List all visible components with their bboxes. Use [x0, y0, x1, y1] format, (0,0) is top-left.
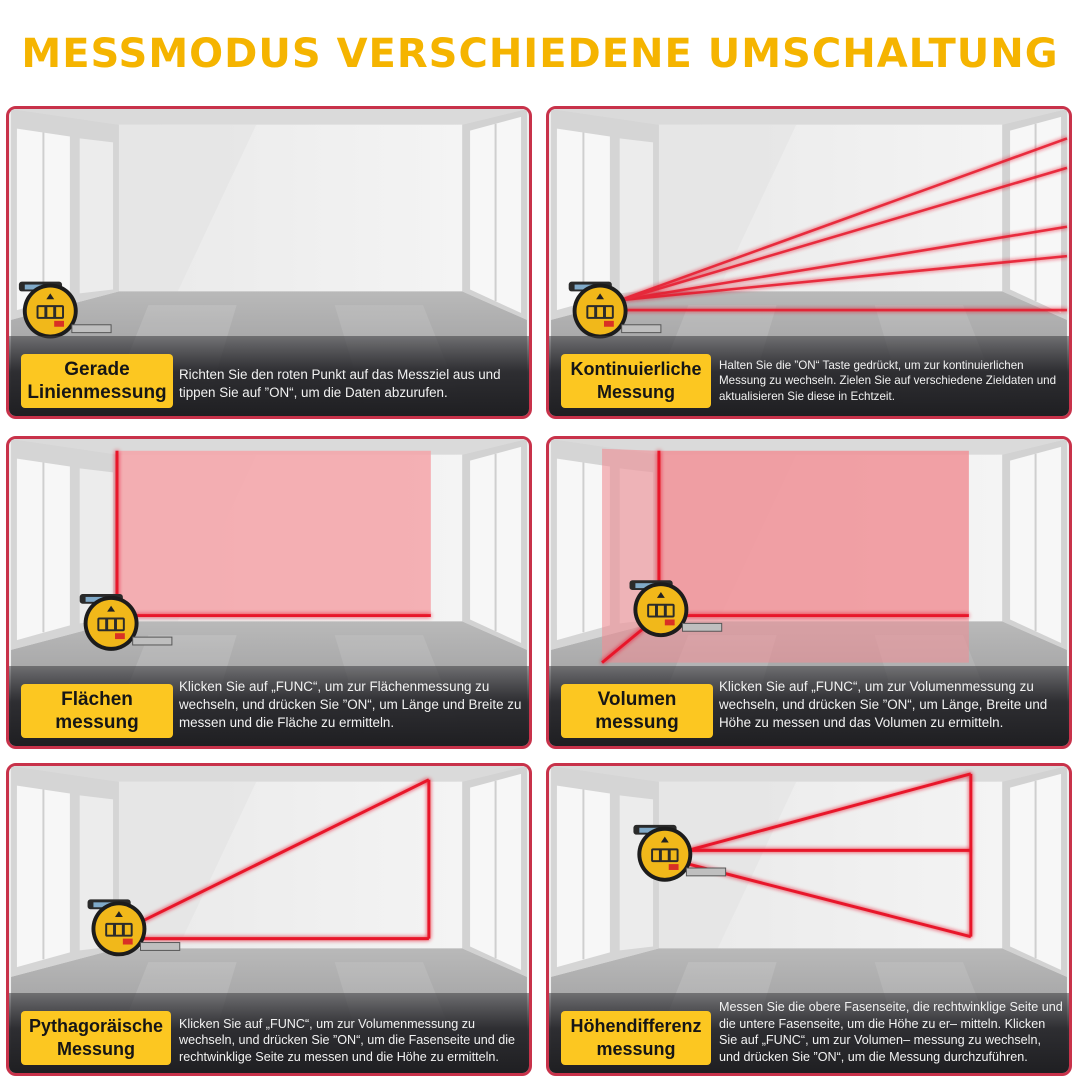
- mode-label-line2: messung: [55, 712, 139, 733]
- page-title: MESSMODUS VERSCHIEDENE UMSCHALTUNG: [21, 31, 1059, 77]
- mode-label-line1: Volumen: [597, 689, 677, 710]
- panel-flaechenmessung: [6, 436, 532, 749]
- mode-label-line2: Messung: [596, 382, 675, 402]
- mode-description: Halten Sie die ”ON“ Taste gedrückt, um zur kontinuierlichen Messung zu wechseln. Zielen Sie auf verschiedene Zieldaten und aktualisieren Sie diese in Echtzeit.: [719, 358, 1057, 403]
- mode-label-line1: Kontinuierliche: [570, 359, 702, 379]
- panel-pythagoraeische-messung: [6, 763, 532, 1076]
- panel-gerade-linienmessung: [6, 106, 532, 419]
- mode-description: Klicken Sie auf „FUNC“, um zur Flächenmessung zu wechseln, und drücken Sie ”ON“, um Länge und Breite zu messen und die Fläche zu ermitteln.: [179, 679, 522, 730]
- mode-label-line1: Höhendifferenz: [570, 1016, 702, 1036]
- mode-badge: [561, 684, 713, 738]
- mode-badge: [561, 1011, 711, 1065]
- mode-label-line1: Gerade: [64, 359, 130, 380]
- mode-badge: [21, 684, 173, 738]
- caption-bar: [9, 336, 529, 416]
- mode-badge: [561, 354, 711, 408]
- mode-label-line2: Messung: [56, 1039, 135, 1059]
- mode-description: Klicken Sie auf „FUNC“, um zur Volumenmessung zu wechseln, und drücken Sie ”ON“, um die Fasenseite und die rechtwinklige Seite zu messen und die Höhe zu ermitteln.: [179, 1016, 516, 1064]
- mode-badge: [21, 1011, 171, 1065]
- caption-bar: [549, 666, 1069, 746]
- panel-kontinuierliche-messung: [546, 106, 1072, 419]
- caption-bar: [549, 993, 1069, 1073]
- mode-description: Richten Sie den roten Punkt auf das Messziel aus und tippen Sie auf ”ON“, um die Daten abzurufen.: [179, 367, 501, 400]
- mode-label-line2: messung: [596, 1039, 676, 1059]
- mode-description: Messen Sie die obere Fasenseite, die rechtwinklige Seite und die untere Fasenseite, um die Höhe zu er– mitteln. Klicken Sie auf „FUNC“, um zur Volumen– messung zu wechseln, und drücken Sie ”ON“, um die Messung durchzuführen.: [719, 1000, 1063, 1064]
- mode-description: Klicken Sie auf „FUNC“, um zur Volumenmessung zu wechseln, und drücken Sie ”ON“, um Länge, Breite und Höhe zu messen und das Volumen zu ermitteln.: [719, 679, 1048, 730]
- panel-hoehendifferenzmessung: [546, 763, 1072, 1076]
- mode-label-line1: Pythagoräische: [28, 1016, 164, 1036]
- mode-badge: [21, 354, 173, 408]
- mode-label-line2: messung: [595, 712, 679, 733]
- caption-bar: [9, 666, 529, 746]
- mode-label-line1: Flächen: [61, 689, 133, 710]
- caption-bar: [9, 993, 529, 1073]
- mode-label-line2: Linienmessung: [27, 382, 167, 403]
- panel-volumenmessung: [546, 436, 1072, 749]
- caption-bar: [549, 336, 1069, 416]
